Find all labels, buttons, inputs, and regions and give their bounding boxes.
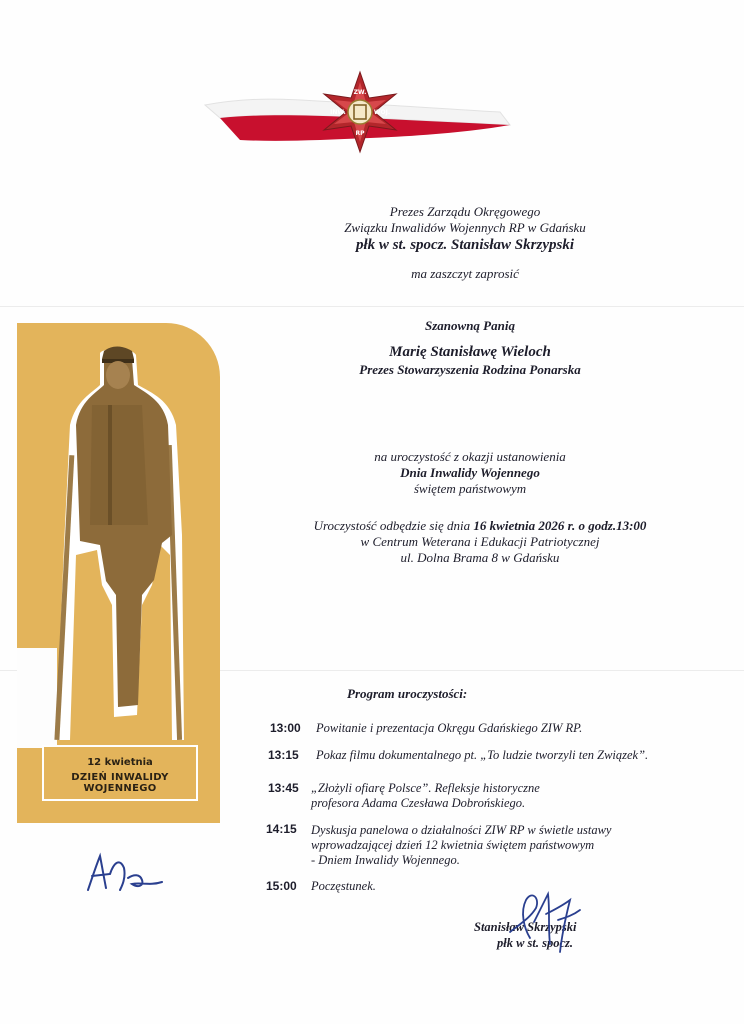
occasion-line3: świętem państwowym [413, 481, 527, 496]
event-place: w Centrum Weterana i Edukacji Patriotycznej [360, 534, 600, 549]
poster-label [42, 745, 198, 801]
occasion-line1: na uroczystość z okazji ustanowienia [374, 449, 566, 464]
details-lead: Uroczystość odbędzie się dnia [313, 518, 471, 533]
details-lead-line [270, 518, 690, 534]
program-time: 13:45 [268, 781, 299, 795]
event-address: ul. Dolna Brama 8 w Gdańsku [400, 550, 560, 565]
program-time: 13:00 [270, 721, 301, 735]
occasion-block [270, 449, 670, 497]
program-item: Dyskusja panelowa o działalności ZIW RP w świetle ustawy [311, 823, 612, 837]
inviter-line3: ma zaszczyt zaprosić [411, 266, 519, 281]
handwritten-initials [80, 848, 170, 898]
signature-name: Stanisław Skrzypski [474, 920, 577, 934]
program-time: 13:15 [268, 748, 299, 762]
program-item: - Dniem Inwalidy Wojennego. [311, 853, 460, 867]
program-item: Poczęstunek. [311, 879, 376, 893]
handwritten-signature [500, 880, 590, 960]
cross-emblem [324, 72, 396, 152]
emblem-text-top: ZW. [353, 89, 367, 96]
program-heading: Program uroczystości: [347, 686, 468, 701]
inviter-line2: Związku Inwalidów Wojennych RP w Gdańsku [344, 220, 586, 235]
invitee-block [270, 318, 670, 378]
emblem-text-left: INW. [330, 109, 346, 116]
emblem-text-right: WOJ. [373, 109, 391, 116]
salutation: Szanowną Panią [425, 318, 515, 333]
program-item: profesora Adama Czesława Dobrońskiego. [311, 796, 526, 810]
inviter-line1: Prezes Zarządu Okręgowego [389, 204, 541, 219]
inviter-block [245, 204, 685, 282]
emblem-flag-logo [200, 70, 520, 160]
program-item: Pokaz filmu dokumentalnego pt. „To ludzie tworzyli ten Związek”. [316, 748, 649, 762]
program-time: 14:15 [266, 822, 297, 836]
emblem-text-bottom: RP [355, 130, 365, 137]
veteran-statue-image [42, 345, 202, 745]
invitee-title: Prezes Stowarzyszenia Rodzina Ponarska [359, 362, 581, 377]
program-item: „Złożyli ofiarę Polsce”. Refleksje historyczne [311, 781, 540, 795]
fold-line [0, 306, 744, 307]
program-item: wprowadzającej dzień 12 kwietnia świętem państwowym [311, 838, 595, 852]
occasion-line2: Dnia Inwalidy Wojennego [400, 465, 540, 480]
poster-date: 12 kwietnia [87, 757, 153, 768]
poster-title: DZIEŃ INWALIDY WOJENNEGO [71, 772, 169, 794]
signature-rank: płk w st. spocz. [497, 936, 574, 950]
inviter-name: płk w st. spocz. Stanisław Skrzypski [356, 237, 574, 253]
invitee-name: Marię Stanisławę Wieloch [389, 344, 551, 360]
program-time: 15:00 [266, 879, 297, 893]
program-item: Powitanie i prezentacja Okręgu Gdańskiego ZIW RP. [316, 721, 583, 735]
event-date: 16 kwietnia 2026 r. o godz.13:00 [473, 518, 647, 533]
details-block [270, 518, 690, 566]
